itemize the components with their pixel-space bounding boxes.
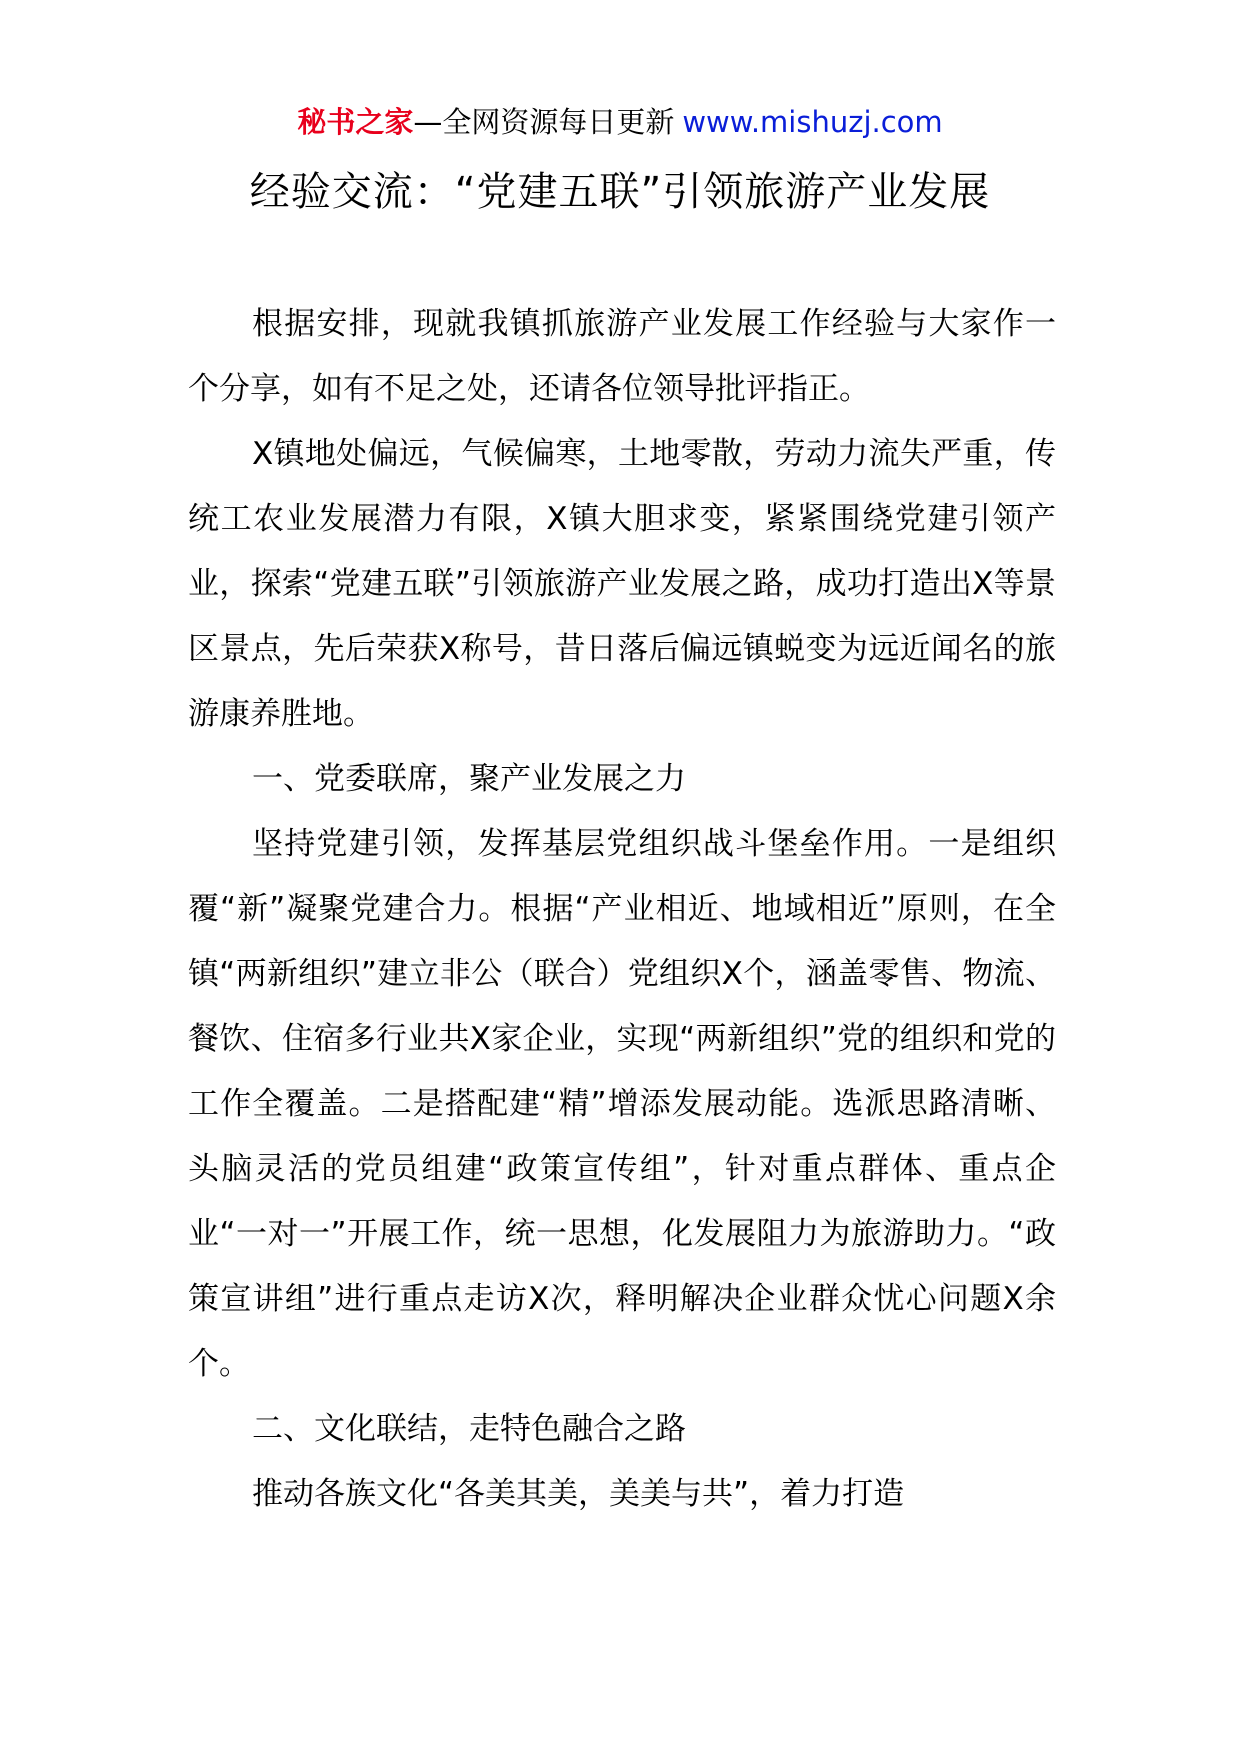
- document-title: 经验交流：“党建五联”引领旅游产业发展: [249, 169, 991, 215]
- paragraph-background: X镇地处偏远，气候偏寒，土地零散，劳动力流失严重，传统工农业发展潜力有限，X镇大胆求变，紧紧围绕党建引领产业，探索“党建五联”引领旅游产业发展之路，成功打造出X等景区景点，先后荣获X称号，昔日落后偏远镇蜕变为远近闻名的旅游康养胜地。: [188, 436, 1056, 732]
- document-body: [188, 292, 1056, 1527]
- section-heading-2: 二、文化联结，走特色融合之路: [252, 1411, 686, 1447]
- paragraph-section-2: 推动各族文化“各美其美，美美与共”，着力打造: [252, 1476, 905, 1512]
- paragraph-section-1: 坚持党建引领，发挥基层党组织战斗堡垒作用。一是组织覆“新”凝聚党建合力。根据“产业相近、地域相近”原则，在全镇“两新组织”建立非公（联合）党组织X个，涵盖零售、物流、餐饮、住宿多行业共X家企业，实现“两新组织”党的组织和党的工作全覆盖。二是搭配建“精”增添发展动能。选派思路清晰、头脑灵活的党员组建“政策宣传组”，针对重点群体、重点企业“一对一”开展工作，统一思想，化发展阻力为旅游助力。“政策宣讲组”进行重点走访X次，释明解决企业群众忧心问题X余个。: [188, 826, 1056, 1382]
- brand-name: 秘书之家: [297, 105, 414, 139]
- site-header: [0, 100, 1240, 144]
- header-slogan: —全网资源每日更新: [413, 105, 675, 139]
- section-heading-1: 一、党委联席，聚产业发展之力: [252, 761, 686, 797]
- site-url[interactable]: www.mishuzj.com: [682, 105, 943, 139]
- paragraph-intro: 根据安排，现就我镇抓旅游产业发展工作经验与大家作一个分享，如有不足之处，还请各位领导批评指正。: [188, 306, 1056, 407]
